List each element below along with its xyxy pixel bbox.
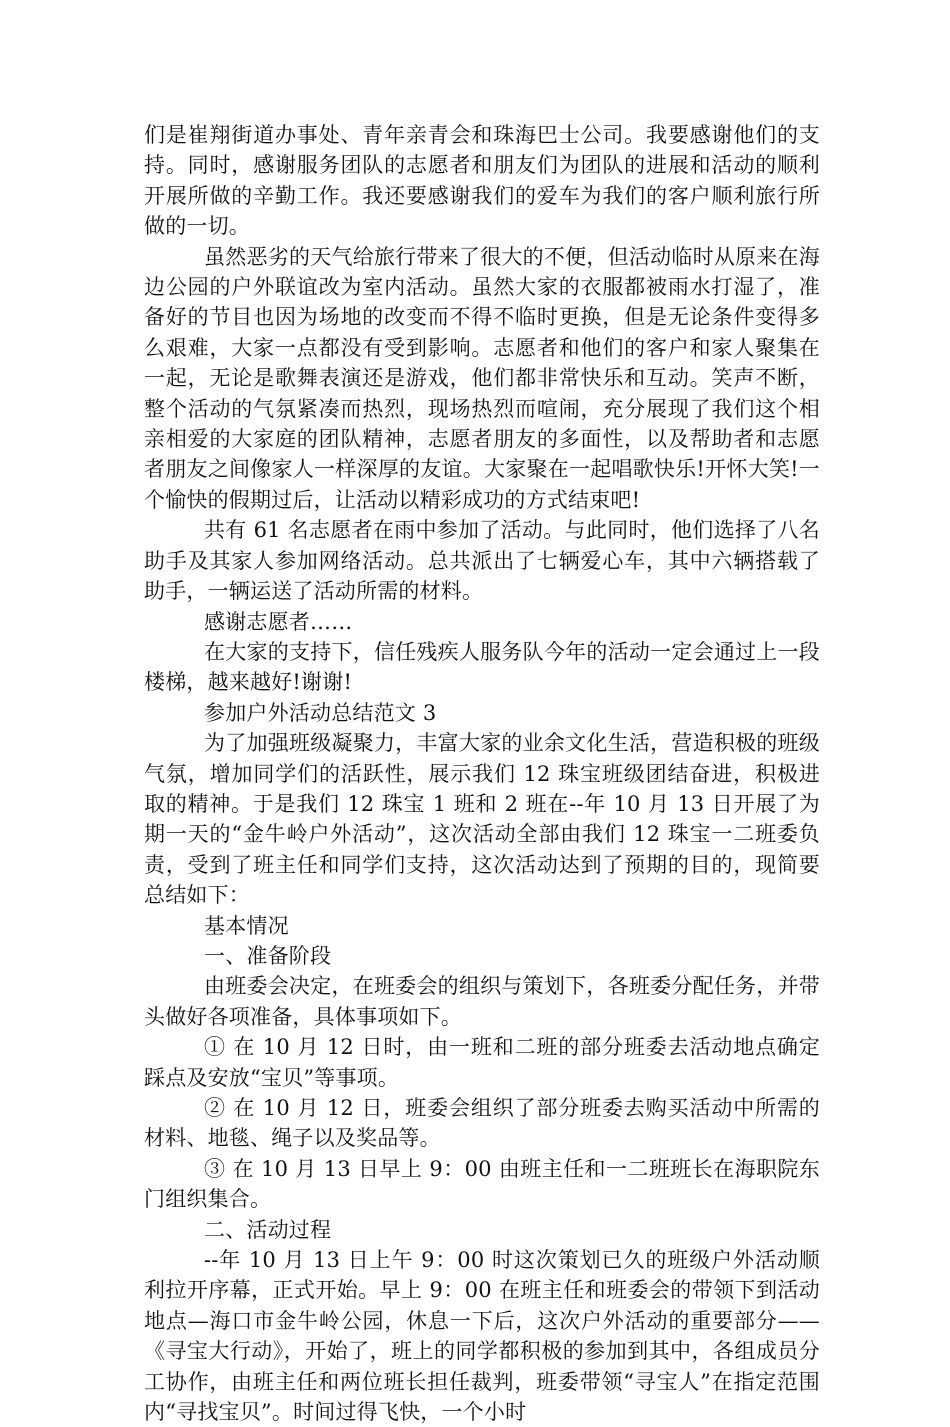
document-body xyxy=(144,120,820,1427)
paragraph: 感谢志愿者…… xyxy=(204,609,353,634)
paragraph: 为了加强班级凝聚力，丰富大家的业余文化生活，营造积极的班级气氛，增加同学们的活跃性，展示我们 12 珠宝班级团结奋进，积极进取的精神。于是我们 12 珠宝 1 班和 2 班在--年 10 月 13 日开展了为期一天的“金牛岭户外活动”，这次活动全部由我们 12 珠宝一二班委负责，受到了班主任和同学们支持，这次活动达到了预期的目的，现简要总结如下： xyxy=(144,731,820,908)
paragraph: 共有 61 名志愿者在雨中参加了活动。与此同时，他们选择了八名助手及其家人参加网络活动。总共派出了七辆爱心车，其中六辆搭载了助手，一辆运送了活动所需的材料。 xyxy=(144,518,820,604)
section-heading: 一、准备阶段 xyxy=(204,943,332,968)
paragraph: 由班委会决定，在班委会的组织与策划下，各班委分配任务，并带头做好各项准备，具体事项如下。 xyxy=(144,974,820,1029)
paragraph: 们是崔翔街道办事处、青年亲青会和珠海巴士公司。我要感谢他们的支持。同时，感谢服务团队的志愿者和朋友们为团队的进展和活动的顺利开展所做的辛勤工作。我还要感谢我们的爱车为我们的客户顺利旅行所做的一切。 xyxy=(144,123,820,239)
list-item: ③ 在 10 月 13 日早上 9：00 由班主任和一二班班长在海职院东门组织集合。 xyxy=(144,1156,820,1212)
list-item: ② 在 10 月 12 日，班委会组织了部分班委去购买活动中所需的材料、地毯、绳子以及奖品等。 xyxy=(144,1096,820,1151)
paragraph: 在大家的支持下，信任残疾人服务队今年的活动一定会通过上一段楼梯，越来越好!谢谢! xyxy=(144,639,820,695)
section-heading: 参加户外活动总结范文 3 xyxy=(204,700,437,725)
paragraph: 虽然恶劣的天气给旅行带来了很大的不便，但活动临时从原来在海边公园的户外联谊改为室内活动。虽然大家的衣服都被雨水打湿了，准备好的节目也因为场地的改变而不得不临时更换，但是无论条件变得多么艰难，大家一点都没有受到影响。志愿者和他们的客户和家人聚集在一起，无论是歌舞表演还是游戏，他们都非常快乐和互动。笑声不断，整个活动的气氛紧凑而热烈，现场热烈而喧闹，充分展现了我们这个相亲相爱的大家庭的团队精神，志愿者朋友的多面性，以及帮助者和志愿者朋友之间像家人一样深厚的友谊。大家聚在一起唱歌快乐!开怀大笑!一个愉快的假期过后，让活动以精彩成功的方式结束吧! xyxy=(144,244,820,512)
section-heading: 二、活动过程 xyxy=(204,1217,332,1242)
section-heading: 基本情况 xyxy=(204,913,289,938)
paragraph: --年 10 月 13 日上午 9：00 时这次策划已久的班级户外活动顺利拉开序幕，正式开始。早上 9：00 在班主任和班委会的带领下到活动地点—海口市金牛岭公园，休息一下后，这次户外活动的重要部分——《寻宝大行动》，开始了，班上的同学都积极的参加到其中，各组成员分工协作，由班主任和两位班长担任裁判，班委带领“寻宝人”在指定范围内“寻找宝贝”。时间过得飞快，一个小时 xyxy=(144,1248,820,1425)
list-item: ① 在 10 月 12 日时，由一班和二班的部分班委去活动地点确定踩点及安放“宝贝”等事项。 xyxy=(144,1035,820,1090)
